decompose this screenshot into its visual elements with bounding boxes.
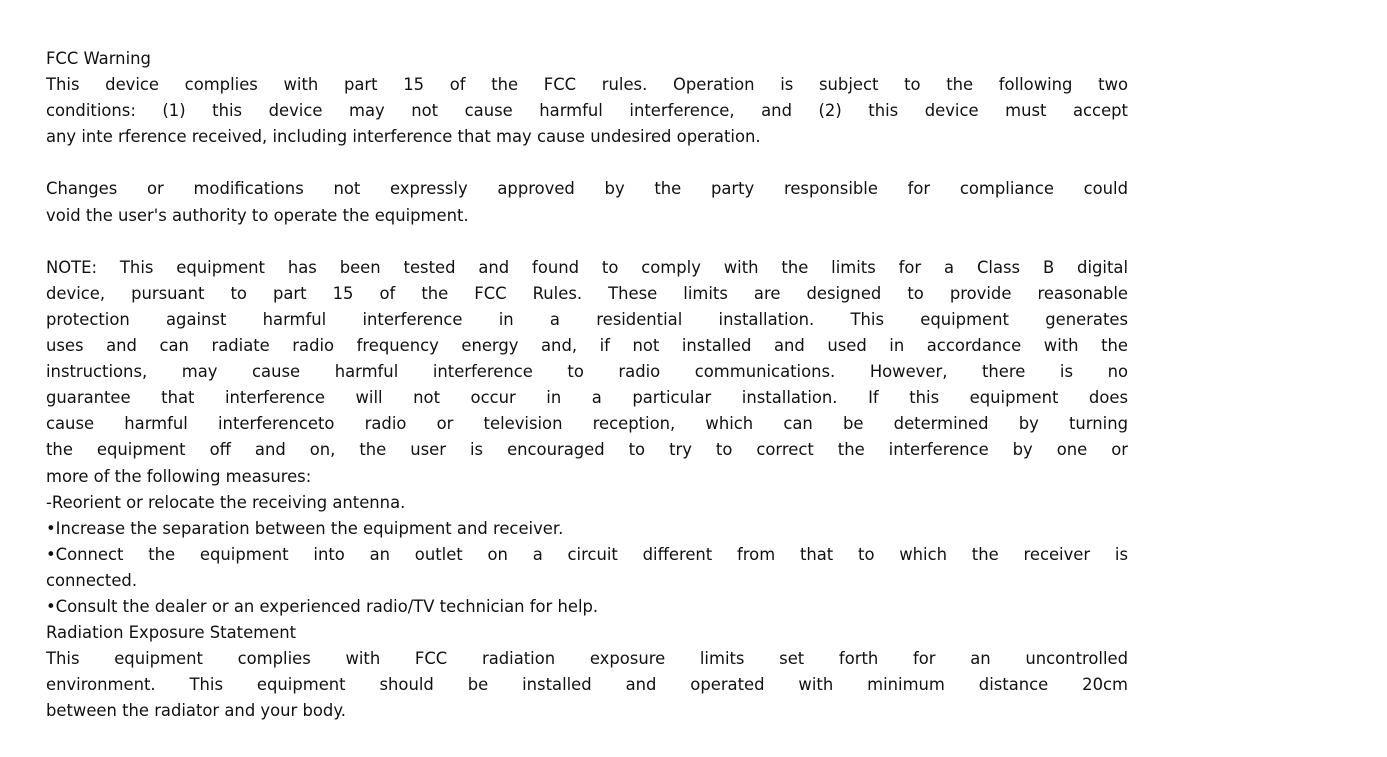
- fcc-document: [46, 46, 1128, 724]
- paragraph-line: environment. This equipment should be installed and operated with minimum distance 20cm: [46, 675, 1128, 695]
- radiation-exposure-heading: Radiation Exposure Statement: [46, 623, 297, 643]
- paragraph-line: uses and can radiate radio frequency energy and, if not installed and used in accordance with the: [46, 336, 1128, 356]
- paragraph-line: guarantee that interference will not occur in a particular installation. If this equipment does: [46, 388, 1128, 408]
- modifications-paragraph: [46, 176, 1128, 228]
- measure-item: •Connect the equipment into an outlet on a circuit different from that to which the receiver is: [46, 544, 1128, 564]
- note-paragraph: [46, 255, 1128, 490]
- measure-item: •Consult the dealer or an experienced radio/TV technician for help.: [46, 596, 599, 616]
- paragraph-line: cause harmful interferenceto radio or television reception, which can be determined by turning: [46, 414, 1128, 434]
- paragraph-line: more of the following measures:: [46, 466, 312, 486]
- paragraph-line: instructions, may cause harmful interference to radio communications. However, there is no: [46, 362, 1128, 382]
- paragraph-line: conditions: (1) this device may not cause harmful interference, and (2) this device must accept: [46, 101, 1128, 121]
- paragraph-gap: [46, 150, 1128, 176]
- measure-item: -Reorient or relocate the receiving antenna.: [46, 492, 406, 512]
- paragraph-line: void the user's authority to operate the equipment.: [46, 205, 469, 225]
- measure-item: •Increase the separation between the equipment and receiver.: [46, 518, 564, 538]
- paragraph-line: device, pursuant to part 15 of the FCC Rules. These limits are designed to provide reasonable: [46, 283, 1128, 303]
- paragraph-line: between the radiator and your body.: [46, 701, 346, 721]
- compliance-paragraph: [46, 72, 1128, 150]
- measures-list: [46, 490, 1128, 620]
- fcc-warning-heading: FCC Warning: [46, 49, 151, 68]
- paragraph-line: protection against harmful interference in a residential installation. This equipment generates: [46, 309, 1128, 329]
- measure-item-continuation: connected.: [46, 570, 138, 590]
- paragraph-line: the equipment off and on, the user is encouraged to try to correct the interference by one or: [46, 440, 1128, 460]
- paragraph-line: This equipment complies with FCC radiation exposure limits set forth for an uncontrolled: [46, 649, 1128, 669]
- paragraph-line: This device complies with part 15 of the FCC rules. Operation is subject to the following two: [46, 75, 1128, 95]
- radiation-paragraph: [46, 646, 1128, 724]
- paragraph-gap: [46, 229, 1128, 255]
- paragraph-line: NOTE: This equipment has been tested and found to comply with the limits for a Class B digital: [46, 257, 1128, 277]
- paragraph-line: any inte rference received, including interference that may cause undesired operation.: [46, 127, 761, 147]
- paragraph-line: Changes or modifications not expressly approved by the party responsible for compliance could: [46, 179, 1128, 199]
